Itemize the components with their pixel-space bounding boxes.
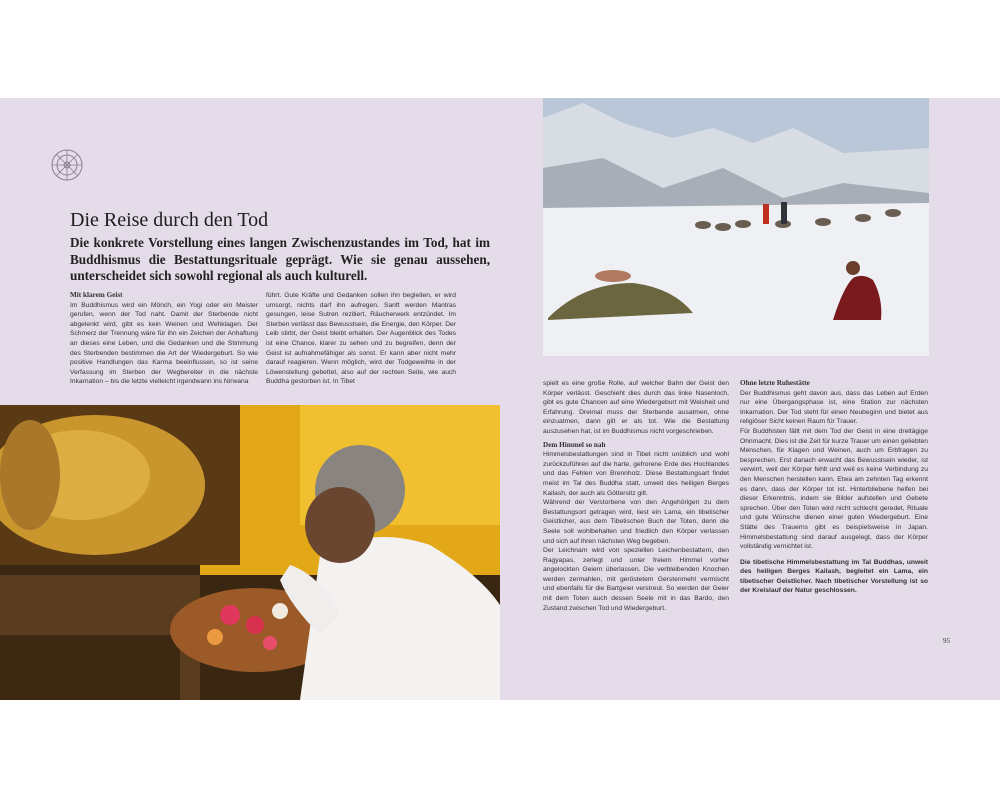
photo-sky-burial-tibet xyxy=(543,98,929,356)
body-text: führt. Gute Kräfte und Gedanken sollen ihn begleiten, er wird umsorgt, nichts darf ihn aufregen. Sanft werden Mantras gesungen, leise Sutren rezitiert, Räucherwerk entzündet. Im Sterben verlässt das Bewusstsein, die Energie, den Körper. Der Leib stirbt, der Geist bleibt erhalten. Der Augenblick des Todes ist eine Chance, klarer zu sehen und zu begreifen, denn der Geist ist aufnahmefähiger als sonst. Er kann aber nicht mehr darauf reagieren. Wenn möglich, wird der Todgeweihte in der Löwenstellung gebettet, also auf der rechten Seite, wie auch Buddha gestorben ist. In Tibet xyxy=(266,292,456,386)
text-column-2 xyxy=(266,291,456,387)
section-heading-sky: Dem Himmel so nah xyxy=(543,440,606,449)
dharma-wheel-icon xyxy=(50,148,84,182)
body-text: Der Buddhismus geht davon aus, dass das Leben auf Erden nur eine Übergangsphase ist, eine Station zur nächsten Inkarnation. Der Tod steht für einen Neubeginn und bietet aus religiöser Sicht keinen Raum für Trauer. xyxy=(740,389,928,426)
photo-caption: Die tibetische Himmelsbestattung im Tal Buddhas, unweit des heiligen Berges Kailash, begleitet ein Lama, ein tibetischer Geistlicher. Nach tibetischer Vorstellung ist so der Kreislauf der Natur geschlossen. xyxy=(740,558,928,595)
body-text: Für Buddhisten fällt mit dem Tod der Geist in eine dreitägige Ohnmacht. Dies ist die Zeit für kurze Trauer um einen geliebten Menschen, für Klagen und Weinen, auch um Erbfragen zu besprechen. Erst danach erwacht das Bewusstsein wieder, ist verwirrt, weil der Körper fehlt und weil es keine Verbindung zu den Menschen herstellen kann. Etwa am zehnten Tag erkennt es dann, dass der Körper tot ist. Hinterbliebene helfen bei dieser Erkenntnis, indem sie Bilder aufstellen und Gebete sprechen. Über den Toten wird nicht schlecht geredet, Rituale und gute Wünsche dienen einer guten Wiedergeburt. Eine Stätte des Trauerns gibt es beispielsweise in Japan. Himmelsbestattung sind darauf ausgelegt, dass der Körper vollständig vernichtet ist. xyxy=(740,427,928,551)
body-text: Während der Verstorbene von den Angehörigen zu dem Bestattungsort getragen wird, liest ein Lama, ein tibetischer Geistlicher, aus dem Tibetischen Buch der Toten, denn die Seele soll wohlbehalten und friedlich den Körper verlassen und sich auf ihren nächsten Weg begeben. xyxy=(543,499,729,545)
text-column-3 xyxy=(543,379,729,613)
section-heading-clear-mind: Mit klarem Geist xyxy=(70,291,123,299)
text-column-4 xyxy=(740,379,928,596)
body-text: Himmelsbestattungen sind in Tibet nicht unüblich und wohl zurückzuführen auf die harte, gefrorene Erde des Hochlandes und das Fehlen von Brennholz. Diese Bestattungsart findet meist im Tal des Buddha statt, unweit des heiligen Berges Kailash, der auch als Göttersitz gilt. xyxy=(543,451,729,497)
body-text: spielt es eine große Rolle, auf welcher Bahn der Geist den Körper verlässt. Geschieht dies durch das linke Nasenloch, gibt es gute Chancen auf eine Wiedergeburt mit Weisheit und Erfahrung. Dreimal muss der Sterbende ausatmen, ohne einzuatmen, dann gilt er als tot. Wie die Bestattung auszusehen hat, ist im Buddhismus nicht vorgeschrieben. xyxy=(543,380,729,435)
lead-paragraph: Die konkrete Vorstellung eines langen Zwischenzustandes im Tod, hat im Buddhismus die Bestattungsrituale geprägt. Wie sie genau aussehen, unterscheidet sich sowohl regional als auch kulturell. xyxy=(70,235,490,283)
page-title: Die Reise durch den Tod xyxy=(70,209,269,231)
body-text: Im Buddhismus wird ein Mönch, ein Yogi oder ein Meister gerufen, wenn der Tod naht. Damit der Sterbende nicht abgelenkt wird, gibt es kein Weinen und Wehklagen. Der Schmerz der Trennung wäre für ihn ein Zeichen der Anhaftung an dieses eine Leben, und die Gedanken und die Stimmung des Sterbenden bestimmen die Art der Wiedergeburt. So wie positive Handlungen das Karma beeinflussen, so ist seine Verfassung im Sterben der Wegbereiter in die nächste Inkarnation – bis die letzte vielleicht irgendwann ins Nirwana xyxy=(70,301,258,386)
page-number: 95 xyxy=(943,637,950,645)
photo-reclining-buddha xyxy=(0,405,500,700)
body-text: Der Leichnam wird von speziellen Leichenbestattern, den Ragyapas, zerlegt und unter freiem Himmel vorher angelockten Geiern überlassen. Die verbleibenden Knochen werden zermahlen, mit geröstetem Gerstenmehl vermischt und ebenfalls für die Bartgeier verstreut. So werden der Geier mit dem Toten auch dessen Seele mit in das Bardo, den Zustand zwischen Tod und Wiedergeburt. xyxy=(543,547,729,612)
text-column-1 xyxy=(70,291,258,387)
section-heading-no-rest: Ohne letzte Ruhestätte xyxy=(740,379,810,387)
